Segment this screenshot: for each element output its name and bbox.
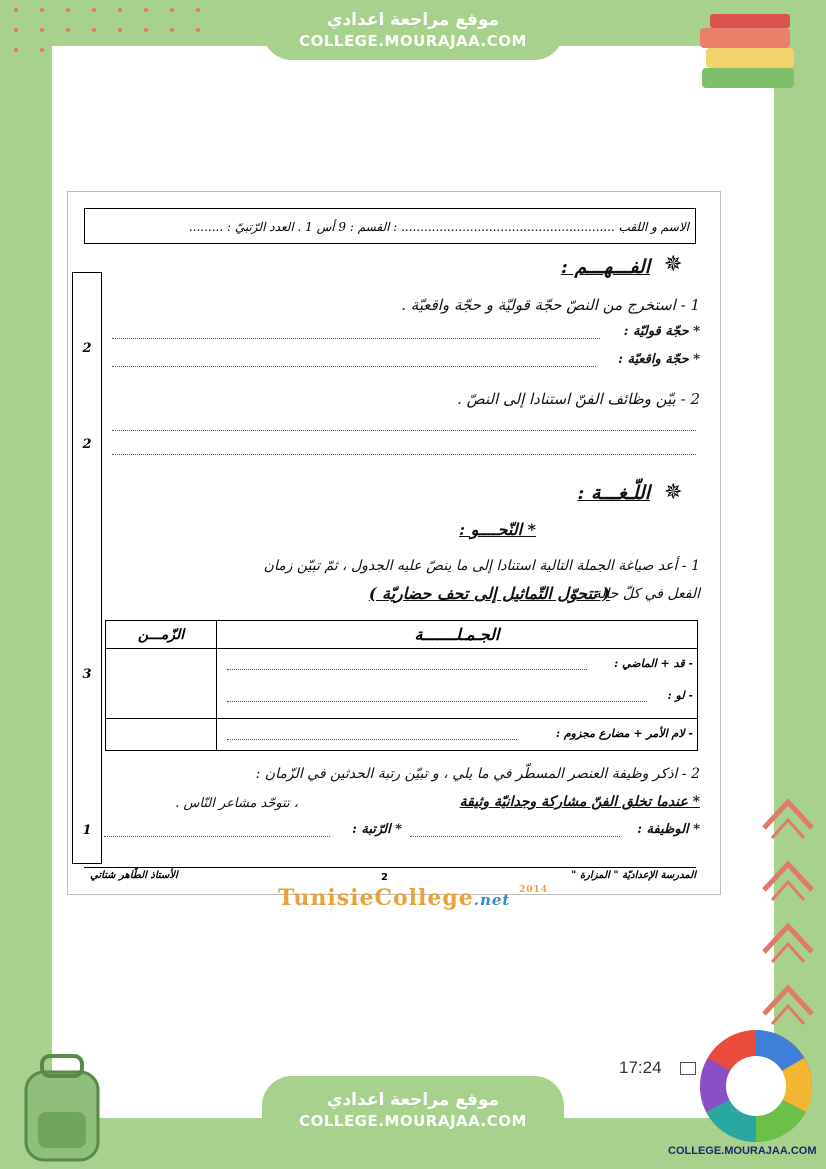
chevron-up-icon	[760, 914, 816, 970]
banner-url: COLLEGE.MOURAJAA.COM	[299, 32, 527, 50]
student-info-box: الاسم و اللقب ........................................................ : القسم : 9 أس 1 . العدد الرّتبيّ : .........	[84, 208, 696, 244]
chevron-up-icon	[760, 790, 816, 846]
table-cell-sentences	[217, 719, 698, 751]
footer-teacher: الأستاذ الطّاهر شتاتي	[90, 870, 178, 881]
answer-line	[112, 338, 600, 339]
question-3-line2: الفعل في كلّ حالة	[593, 586, 700, 602]
score-column	[72, 272, 102, 864]
answer-line	[112, 454, 696, 455]
score-q1: 2	[82, 341, 92, 356]
bottom-banner	[262, 1076, 564, 1138]
chevron-up-icon	[760, 852, 816, 908]
row-law-label: - لو :	[667, 689, 693, 702]
answer-line	[112, 430, 696, 431]
row-qad-label: - قد + الماضي :	[614, 657, 693, 670]
question-1: 1 - استخرج من النصّ حجّة قوليّة و حجّة واقعيّة .	[401, 296, 700, 314]
q4-function-label: * الوظيفة :	[637, 822, 700, 837]
score-q2: 2	[82, 437, 92, 452]
answer-line	[227, 701, 647, 702]
q1-answer-a-label: * حجّة قوليّة :	[623, 324, 700, 339]
star-icon: ✵	[664, 252, 683, 277]
score-q3: 3	[82, 667, 92, 682]
answer-line	[227, 669, 587, 670]
brand-label: COLLEGE.MOURAJAA.COM	[668, 1145, 817, 1157]
status-time: 17:24	[619, 1058, 662, 1077]
answer-line	[410, 836, 620, 837]
question-2: 2 - بيّن وظائف الفنّ استنادا إلى النصّ .	[457, 390, 700, 408]
logo-text: TunisieCollege	[278, 885, 474, 911]
banner-url: COLLEGE.MOURAJAA.COM	[299, 1112, 527, 1130]
score-q4: 1	[82, 823, 92, 838]
star-icon: ✵	[664, 480, 683, 505]
table-cell-time	[106, 719, 217, 751]
books-icon	[694, 10, 804, 95]
battery-icon	[680, 1062, 696, 1075]
backpack-icon	[12, 1050, 112, 1165]
chevron-up-icon	[760, 976, 816, 1032]
q4-rank-label: * الرّتبة :	[352, 822, 402, 837]
footer-school: المدرسة الإعداديّة " المزارة "	[571, 870, 696, 881]
answer-line	[112, 366, 596, 367]
logo-net: .net	[473, 891, 511, 909]
q1-answer-b-label: * حجّة واقعيّة :	[618, 352, 700, 367]
banner-title: موقع مراجعة اعدادي	[326, 1090, 500, 1110]
subjects-wheel-icon	[696, 1026, 816, 1146]
question-4: 2 - اذكر وظيفة العنصر المسطّر في ما يلي ، و تبيّن رتبة الحدثين في الزّمان :	[255, 766, 700, 782]
table-cell-sentences	[217, 649, 698, 719]
table-cell-time	[106, 649, 217, 719]
transformation-table	[105, 620, 698, 751]
question-4-quote-rest: ، تتوحّد مشاعر النّاس .	[175, 796, 298, 811]
row-lam-label: - لام الأمر + مضارع مجزوم :	[555, 727, 693, 740]
table-header-sentence: الجـمـلـــــــة	[217, 621, 698, 649]
page-number: 2	[381, 872, 388, 883]
section-comprehension-title: الفـــهـــم :	[560, 256, 650, 278]
question-3-line1: 1 - أعد صياغة الجملة التالية استنادا إلى ما ينصّ عليه الجدول ، ثمّ تبيّن زمان	[263, 558, 700, 574]
answer-line	[104, 836, 330, 837]
question-3-sentence: ( تتحوّل التّماثيل إلى تحف حضاريّة )	[368, 584, 610, 603]
section-language-title: اللّـغـــة :	[577, 482, 650, 504]
banner-title: موقع مراجعة اعدادي	[326, 10, 500, 30]
question-4-quote: * عندما تخلق الفنّ مشاركة وجدانيّة وثيقة	[459, 794, 700, 810]
logo-year: 2014	[519, 885, 549, 895]
answer-line	[227, 739, 517, 740]
grammar-subtitle: * النّحــــو :	[459, 520, 536, 539]
footer-divider	[84, 867, 696, 868]
tunisiecollege-logo	[278, 885, 548, 911]
table-header-time: الزّمـــن	[106, 621, 217, 649]
top-banner	[262, 4, 564, 60]
